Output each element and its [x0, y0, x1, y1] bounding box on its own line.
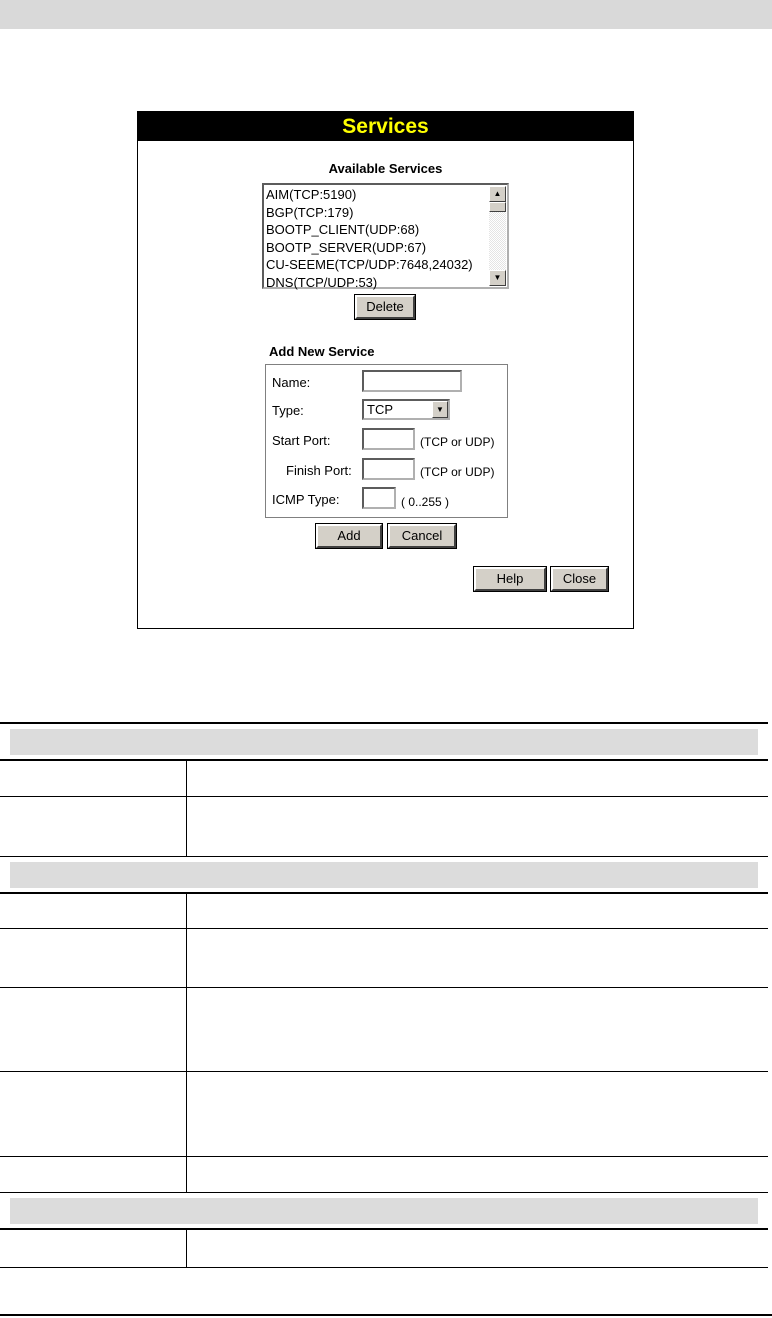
- table-rule: [0, 987, 768, 988]
- table-column-divider: [186, 761, 187, 856]
- delete-button[interactable]: Delete: [355, 295, 415, 319]
- list-item[interactable]: AIM(TCP:5190): [266, 187, 357, 202]
- start-port-label: Start Port:: [272, 433, 331, 448]
- table-section-row: [0, 724, 768, 759]
- start-port-input[interactable]: [362, 428, 415, 450]
- available-services-list[interactable]: [262, 183, 509, 289]
- service-type-value: TCP: [367, 402, 393, 417]
- service-name-input[interactable]: [362, 370, 462, 392]
- list-scrollbar[interactable]: [489, 186, 506, 286]
- available-services-label: Available Services: [328, 161, 443, 176]
- table-rule: [0, 1156, 768, 1157]
- table-rule: [0, 892, 768, 894]
- chevron-down-icon[interactable]: ▼: [432, 401, 448, 418]
- table-rule: [0, 1228, 768, 1230]
- add-service-form: [265, 364, 508, 518]
- table-rule: [0, 796, 768, 797]
- list-item[interactable]: BOOTP_SERVER(UDP:67): [266, 239, 427, 255]
- scroll-thumb[interactable]: [489, 202, 506, 212]
- page-header-band: [0, 0, 772, 29]
- service-type-select[interactable]: [362, 399, 450, 420]
- list-item[interactable]: BOOTP_CLIENT(UDP:68): [266, 222, 420, 237]
- type-label: Type:: [272, 403, 304, 418]
- table-section-row: [0, 1193, 768, 1228]
- icmp-type-label: ICMP Type:: [272, 492, 340, 507]
- table-rule: [0, 1071, 768, 1072]
- finish-port-hint: (TCP or UDP): [420, 465, 495, 479]
- table-rule: [0, 759, 768, 761]
- page-footer-rule: [0, 1314, 772, 1316]
- help-button[interactable]: Help: [474, 567, 546, 591]
- finish-port-label: Finish Port:: [286, 463, 352, 478]
- table-rule: [0, 928, 768, 929]
- icmp-type-input[interactable]: [362, 487, 396, 509]
- add-button[interactable]: Add: [316, 524, 382, 548]
- scroll-down-arrow-icon[interactable]: ▼: [489, 270, 506, 286]
- list-item[interactable]: DNS(TCP/UDP:53): [266, 274, 378, 290]
- list-item[interactable]: CU-SEEME(TCP/UDP:7648,24032): [266, 257, 473, 272]
- start-port-hint: (TCP or UDP): [420, 435, 495, 449]
- add-new-service-label: Add New Service: [269, 344, 375, 359]
- table-column-divider: [186, 894, 187, 1192]
- table-column-divider: [186, 1230, 187, 1267]
- services-dialog: [137, 111, 634, 629]
- close-button[interactable]: Close: [551, 567, 608, 591]
- dialog-title: Services: [138, 112, 633, 141]
- cancel-button[interactable]: Cancel: [388, 524, 456, 548]
- table-rule: [0, 1267, 768, 1268]
- name-label: Name:: [272, 375, 311, 390]
- list-item[interactable]: BGP(TCP:179): [266, 204, 354, 220]
- table-section-row: [0, 857, 768, 892]
- scroll-up-arrow-icon[interactable]: ▲: [489, 186, 506, 202]
- icmp-type-hint: ( 0..255 ): [401, 495, 450, 509]
- finish-port-input[interactable]: [362, 458, 415, 480]
